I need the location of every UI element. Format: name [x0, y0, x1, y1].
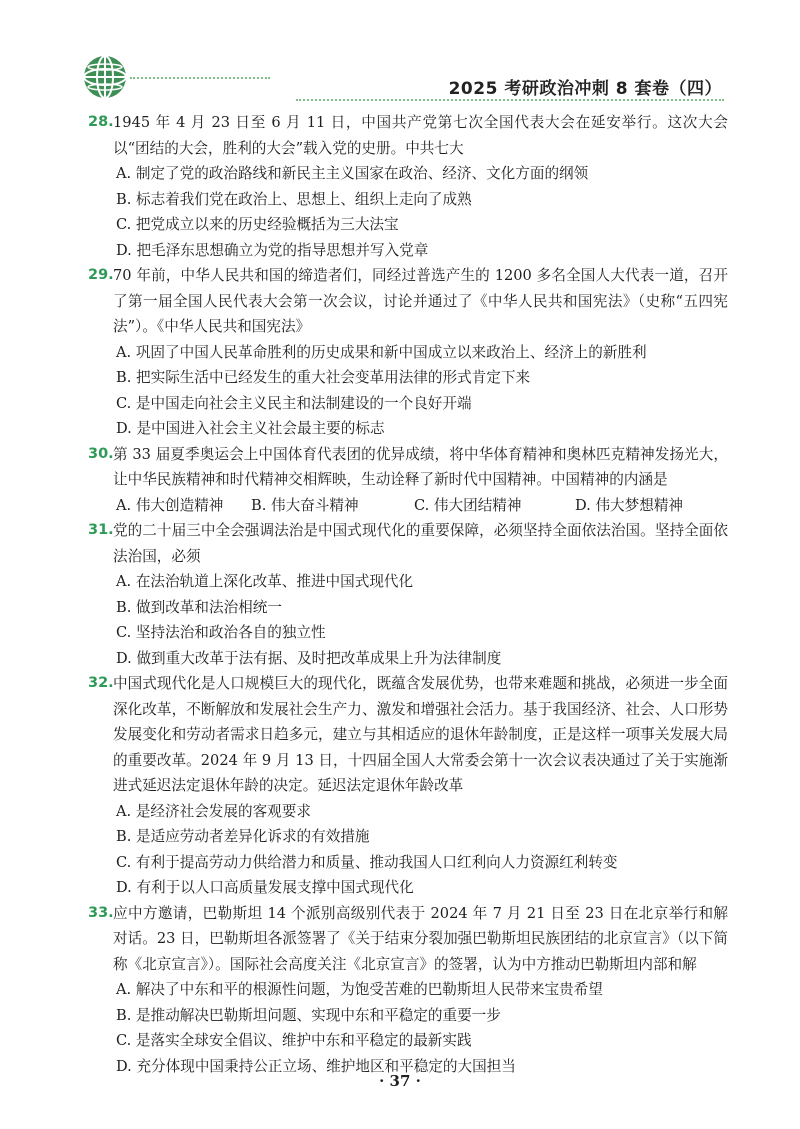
- question-number: 32.: [88, 675, 114, 691]
- question-stem: [88, 442, 728, 493]
- option-b: B. 是推动解决巴勒斯坦问题、实现中东和平稳定的重要一步: [116, 1006, 501, 1024]
- option-a: A. 巩固了中国人民革命胜利的历史成果和新中国成立以来政治上、经济上的新胜利: [116, 343, 647, 361]
- page-number: · 37 ·: [379, 1072, 421, 1090]
- option-c: C. 坚持法治和政治各自的独立性: [116, 624, 326, 641]
- option-a: A. 在法治轨道上深化改革、推进中国式现代化: [116, 573, 414, 590]
- option-b: B. 是适应劳动者差异化诉求的有效措施: [116, 828, 370, 845]
- question-29: [88, 263, 728, 442]
- option-b: B. 标志着我们党在政治上、思想上、组织上走向了成熟: [116, 190, 472, 208]
- question-text: 应中方邀请，巴勒斯坦 14 个派别高级别代表于 2024 年 7 月 21 日至 23 日在北京举行和解对话。23 日，巴勒斯坦各派签署了《关于结束分裂加强巴勒斯坦民族团结的北京宣言》（以下简称《北京宣言》）。国际社会高度关注《北京宣言》的签署，认为中方推动巴勒斯坦内部和解: [113, 904, 728, 973]
- question-text: 中国式现代化是人口规模巨大的现代化，既蕴含发展优势，也带来难题和挑战，必须进一步全面深化改革，不断解放和发展社会生产力、激发和增强社会活力。基于我国经济、社会、人口形势发展变化和劳动者需求日趋多元，建立与其相适应的退休年龄制度，正是这样一项事关发展大局的重要改革。2024 年 9 月 13 日，十四届全国人大常委会第十一次会议表决通过了关于实施渐进式延迟法定退休年龄的决定。延迟法定退休年龄改革: [113, 675, 728, 794]
- question-30: [88, 442, 728, 519]
- option-c: C. 是落实全球安全倡议、维护中东和平稳定的最新实践: [116, 1032, 472, 1049]
- question-stem: [88, 263, 728, 340]
- option-b: B. 把实际生活中已经发生的重大社会变革用法律的形式肯定下来: [116, 369, 531, 386]
- option-b: B. 伟大奋斗精神: [251, 496, 359, 514]
- page-header: [0, 0, 800, 110]
- options-row: [88, 493, 728, 519]
- option-c: C. 伟大团结精神: [414, 496, 522, 514]
- question-list: [88, 110, 728, 1079]
- question-33: [88, 901, 728, 1080]
- question-number: 33.: [88, 904, 114, 921]
- question-31: [88, 518, 728, 671]
- option-c: C. 把党成立以来的历史经验概括为三大法宝: [116, 216, 399, 233]
- option-d: D. 充分体现中国秉持公正立场、维护地区和平稳定的大国担当: [116, 1057, 516, 1075]
- question-stem: [88, 671, 728, 799]
- question-stem: [88, 110, 728, 161]
- question-number: 30.: [88, 445, 114, 462]
- option-d: D. 伟大梦想精神: [575, 496, 684, 514]
- question-number: 31.: [88, 522, 114, 538]
- question-stem: [88, 901, 728, 978]
- option-b: B. 做到改革和法治相统一: [116, 598, 282, 616]
- question-32: [88, 671, 728, 901]
- header-underline: [296, 99, 724, 101]
- question-number: 29.: [88, 267, 114, 283]
- option-a: A. 伟大创造精神: [116, 496, 224, 514]
- option-c: C. 是中国走向社会主义民主和法制建设的一个良好开端: [116, 394, 472, 412]
- option-d: D. 是中国进入社会主义社会最主要的标志: [116, 420, 385, 437]
- option-d: D. 把毛泽东思想确立为党的指导思想并写入党章: [116, 241, 429, 259]
- question-stem: [88, 518, 728, 569]
- option-a: A. 解决了中东和平的根源性问题，为饱受苦难的巴勒斯坦人民带来宝贵希望: [116, 981, 603, 998]
- question-text: 党的二十届三中全会强调法治是中国式现代化的重要保障，必须坚持全面依法治国。坚持全面依法治国，必须: [113, 522, 728, 565]
- option-a: A. 制定了党的政治路线和新民主主义国家在政治、经济、文化方面的纲领: [116, 165, 589, 182]
- question-text: 70 年前，中华人民共和国的缔造者们，同经过普选产生的 1200 多名全国人大代表一道，召开了第一届全国人民代表大会第一次会议，讨论并通过了《中华人民共和国宪法》（史称“五四宪法”）。《中华人民共和国宪法》: [113, 267, 728, 335]
- page-title: 2025 考研政治冲刺 8 套卷（四）: [448, 79, 722, 99]
- header-decorative-line: [130, 77, 270, 79]
- option-a: A. 是经济社会发展的客观要求: [116, 802, 311, 820]
- option-d: D. 做到重大改革于法有据、及时把改革成果上升为法律制度: [116, 649, 502, 667]
- question-text: 第 33 届夏季奥运会上中国体育代表团的优异成绩，将中华体育精神和奥林匹克精神发扬光大，让中华民族精神和时代精神交相辉映，生动诠释了新时代中国精神。中国精神的内涵是: [113, 445, 728, 488]
- question-text: 1945 年 4 月 23 日至 6 月 11 日，中国共产党第七次全国代表大会在延安举行。这次大会以“团结的大会，胜利的大会”载入党的史册。中共七大: [113, 114, 728, 157]
- question-28: [88, 110, 728, 263]
- globe-logo-icon: [82, 54, 128, 100]
- question-number: 28.: [88, 114, 114, 130]
- option-c: C. 有利于提高劳动力供给潜力和质量、推动我国人口红利向人力资源红利转变: [116, 853, 618, 871]
- option-d: D. 有利于以人口高质量发展支撑中国式现代化: [116, 879, 414, 896]
